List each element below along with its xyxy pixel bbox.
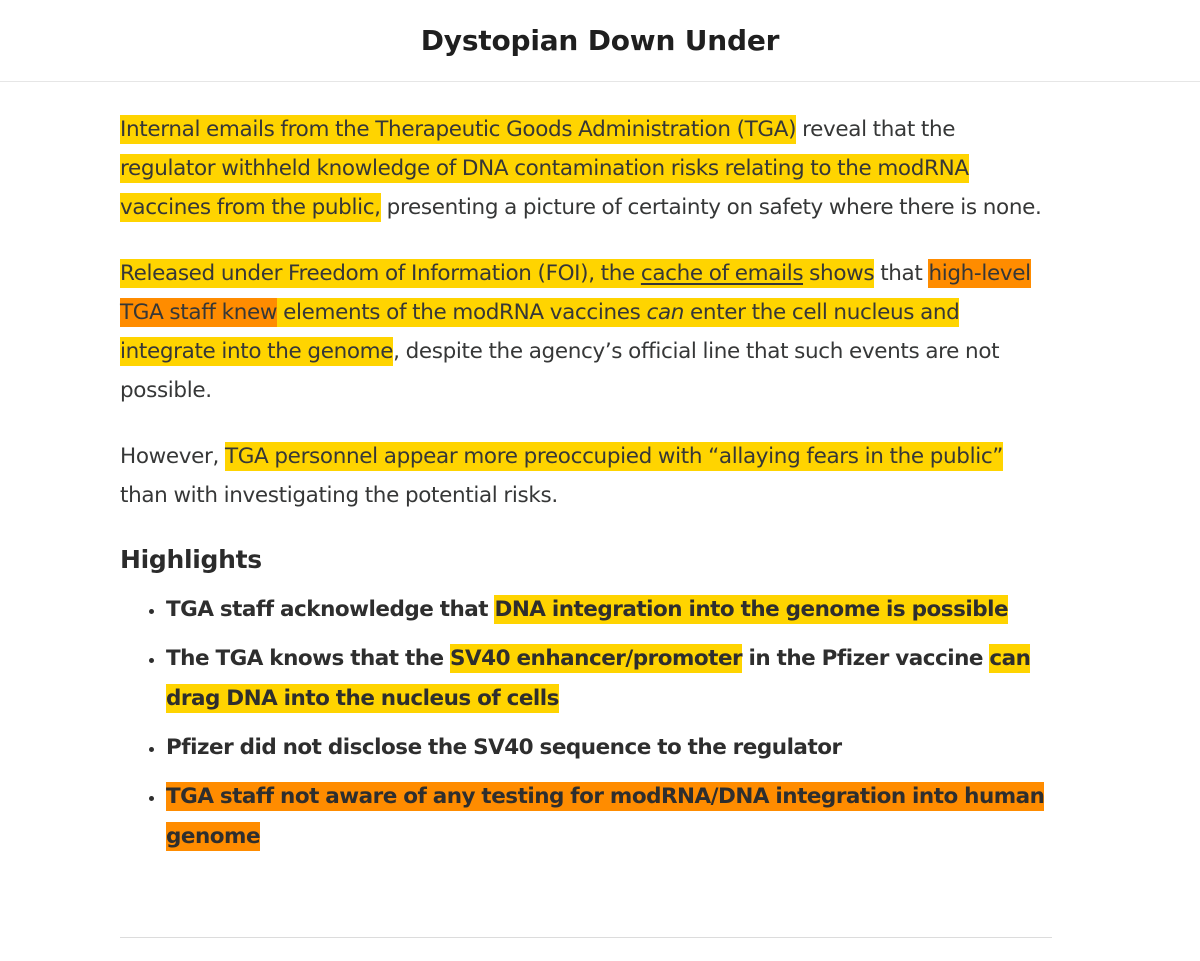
text-certainty: presenting a picture of certainty on safety where there is none. xyxy=(380,195,1042,220)
highlight-enter-nucleus: enter the cell nucleus and integrate into the genome xyxy=(120,300,960,364)
item-highlight: SV40 enhancer/promoter xyxy=(450,646,743,671)
list-item xyxy=(166,639,1050,719)
item-highlight: can drag DNA into the nucleus of cells xyxy=(166,646,1031,711)
article-paragraph-1 xyxy=(120,110,1050,227)
highlight-tga-emails: Internal emails from the Therapeutic Goods Administration (TGA) xyxy=(120,117,797,142)
publication-title-link[interactable]: Dystopian Down Under xyxy=(420,24,780,57)
highlight-tga-personnel: TGA personnel appear more preoccupied with “allaying fears in the public” xyxy=(224,444,1004,469)
highlight-regulator-withheld: regulator withheld knowledge of DNA contamination risks relating to the modRNA vaccines from the public, xyxy=(120,156,969,220)
item-highlight-orange: TGA staff not aware of any testing for modRNA/DNA integration into human genome xyxy=(166,784,1045,849)
text-reveal: reveal that the xyxy=(796,117,956,142)
highlight-shows: shows xyxy=(803,261,875,286)
text-despite: , despite the agency’s official line that such events are not possible. xyxy=(120,339,1000,403)
item-text: The TGA knows that the xyxy=(166,646,451,671)
text-investigating: than with investigating the potential risks. xyxy=(120,483,558,508)
highlights-list xyxy=(120,590,1050,857)
cache-of-emails-link[interactable]: cache of emails xyxy=(640,261,804,286)
list-item xyxy=(166,777,1050,857)
item-text: TGA staff acknowledge that xyxy=(166,597,495,622)
highlight-can-emphasis: can xyxy=(646,300,685,325)
article-paragraph-3 xyxy=(120,437,1050,515)
article-paragraph-2 xyxy=(120,254,1050,410)
section-divider xyxy=(120,937,1052,938)
highlights-heading: Highlights xyxy=(120,545,262,574)
text-however: However, xyxy=(120,444,225,469)
list-item xyxy=(166,728,1050,768)
article-body xyxy=(120,110,1050,866)
highlight-elements: elements of the modRNA vaccines xyxy=(277,300,647,325)
text-that: that xyxy=(874,261,929,286)
item-text: in the Pfizer vaccine xyxy=(742,646,990,671)
publication-header xyxy=(0,0,1200,82)
highlight-staff-knew: high-level TGA staff knew xyxy=(120,261,1031,325)
item-text: Pfizer did not disclose the SV40 sequence to the regulator xyxy=(166,735,842,760)
item-highlight: DNA integration into the genome is possible xyxy=(494,597,1009,622)
highlight-released-foi: Released under Freedom of Information (FOI), the xyxy=(120,261,641,286)
list-item xyxy=(166,590,1050,630)
